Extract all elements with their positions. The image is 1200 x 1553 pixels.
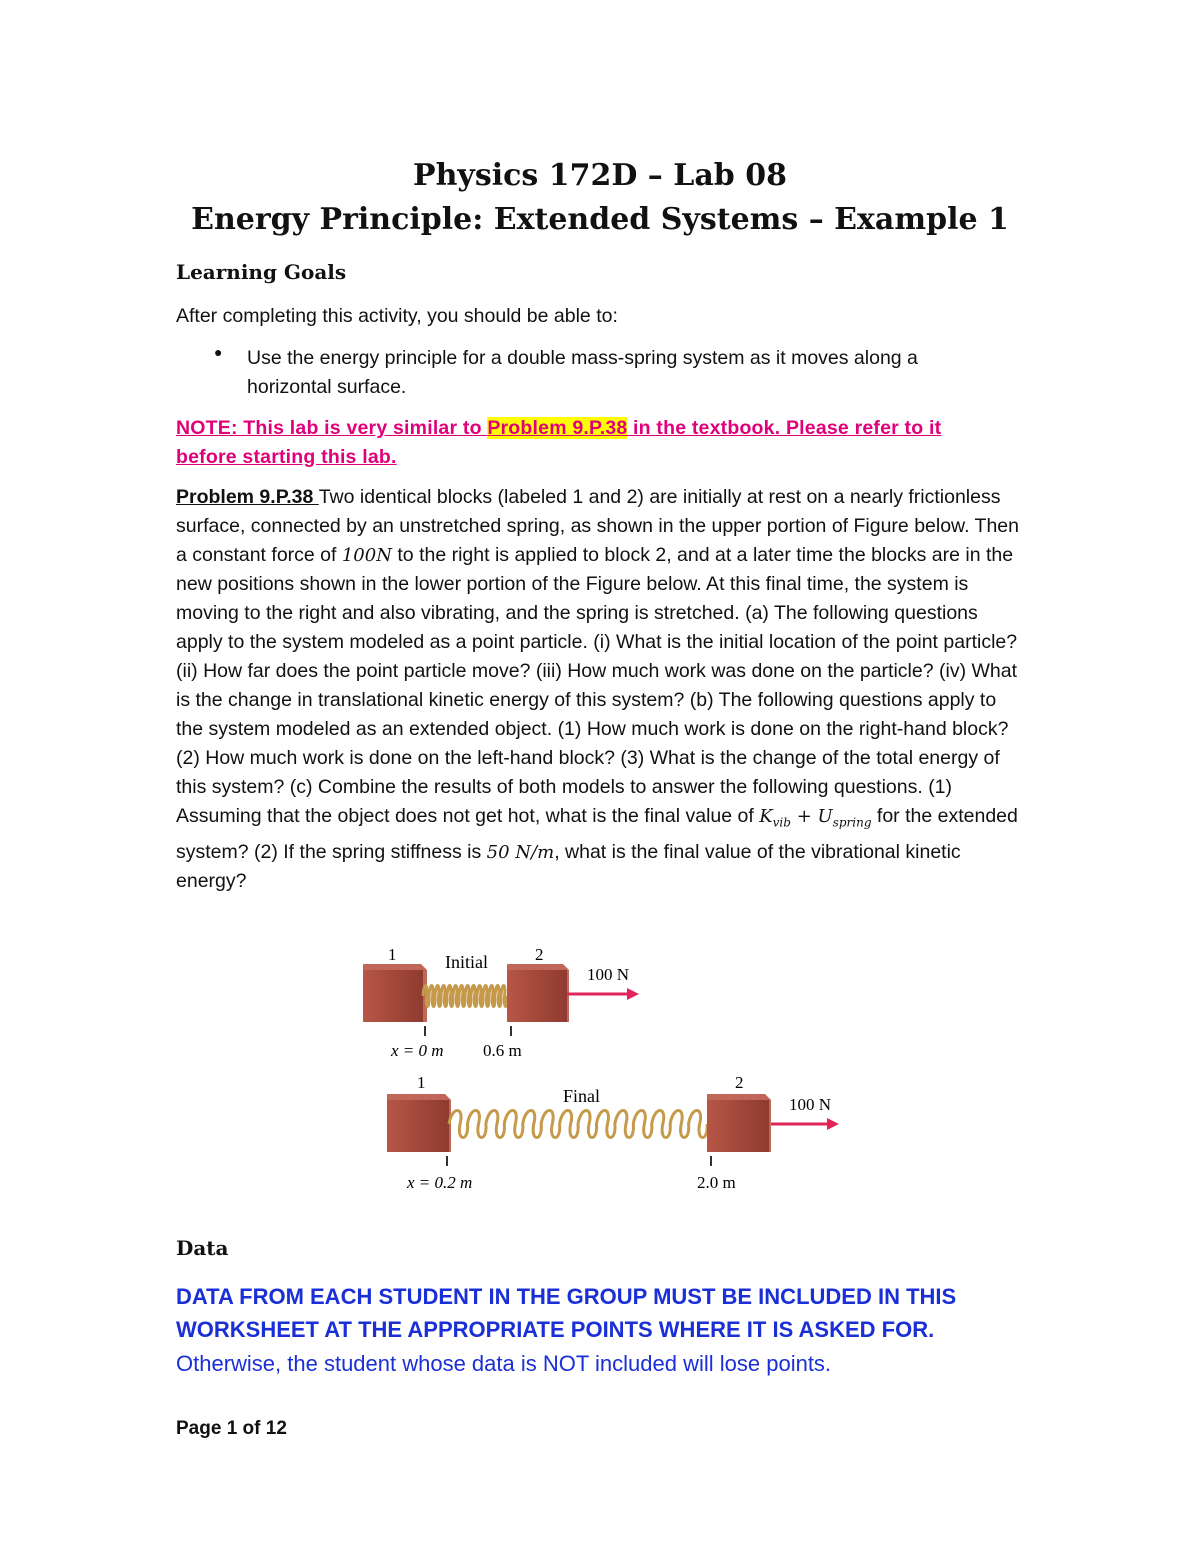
data-warning: DATA FROM EACH STUDENT IN THE GROUP MUST BE INCLUDED IN THIS WORKSHEET AT THE APPROPRIATE POINTS WHERE IT IS ASKED FOR. xyxy=(176,1284,957,1342)
learning-goals-intro: After completing this activity, you should be able to: xyxy=(176,305,618,327)
plus-sign: + xyxy=(790,806,818,827)
note-text: NOTE: This lab is very similar to xyxy=(176,417,488,439)
final-spring xyxy=(449,1111,707,1138)
mass-spring-figure xyxy=(355,938,855,1208)
page-number: Page 1 of 12 xyxy=(176,1418,287,1439)
initial-label: Initial xyxy=(445,952,488,972)
data-heading: Data xyxy=(176,1236,229,1260)
u-subscript: spring xyxy=(832,815,872,830)
problem-text-3: for the extended system? (2) If the spring stiffness is xyxy=(176,805,1018,863)
initial-block2-label: 2 xyxy=(535,945,544,964)
final-x1-label: x = 0.2 m xyxy=(407,1173,473,1192)
page-subtitle: Energy Principle: Extended Systems – Example 1 xyxy=(191,202,1009,237)
learning-goals-heading: Learning Goals xyxy=(176,260,347,284)
initial-spring xyxy=(423,986,507,1007)
data-warning-followup: Otherwise, the student whose data is NOT included will lose points. xyxy=(176,1351,832,1376)
final-x2-label: 2.0 m xyxy=(697,1173,736,1192)
note-paragraph xyxy=(176,414,1006,472)
initial-block1-label: 1 xyxy=(388,945,397,964)
problem-lead: Problem 9.P.38 xyxy=(176,486,319,508)
k-symbol: K xyxy=(759,806,773,827)
final-label: Final xyxy=(563,1086,601,1106)
k-subscript: vib xyxy=(772,815,791,830)
final-block2-label: 2 xyxy=(735,1073,744,1092)
final-block-2 xyxy=(707,1100,769,1152)
initial-block-1 xyxy=(363,970,423,1022)
bullet-icon: ● xyxy=(214,344,223,360)
final-block-1 xyxy=(387,1100,449,1152)
stiffness-math: 50 N/m xyxy=(486,841,555,863)
problem-text-1: Two identical blocks (labeled 1 and 2) are initially at rest on a nearly frictionless surface, connected by an unstretched spring, as shown in the upper portion of Figure below. Then a constant force of xyxy=(176,486,1019,566)
final-block1-label: 1 xyxy=(417,1073,426,1092)
initial-block-2 xyxy=(507,970,567,1022)
initial-x2-label: 0.6 m xyxy=(483,1041,522,1060)
problem-paragraph xyxy=(176,483,1026,896)
u-symbol: U xyxy=(817,806,833,827)
final-force-label: 100 N xyxy=(789,1095,832,1114)
problem-text-2: to the right is applied to block 2, and at a later time the blocks are in the new positions shown in the lower portion of the Figure below. At this final time, the system is moving to the right and also vibrating, and the spring is stretched. (a) The following questions apply to the system modeled as a point particle. (i) What is the initial location of the point particle? (ii) How far does the point particle move? (iii) How much work was done on the particle? (iv) What is the change in translational kinetic energy of this system? (b) The following questions apply to the system modeled as an extended object. (1) How much work is done on the right-hand block? (2) How much work is done on the left-hand block? (3) What is the change of the total energy of this system? (c) Combine the results of both models to answer the following questions. (1) Assuming that the object does not get hot, what is the final value of xyxy=(176,544,1018,827)
k-vib-math xyxy=(759,806,872,830)
initial-force-label: 100 N xyxy=(587,965,630,984)
force-math: 100N xyxy=(341,545,392,566)
page-title: Physics 172D – Lab 08 xyxy=(413,158,787,193)
note-highlight: Problem 9.P.38 xyxy=(487,417,628,439)
learning-goal-item: Use the energy principle for a double mass-spring system as it moves along a horizontal surface. xyxy=(247,347,918,398)
initial-x1-label: x = 0 m xyxy=(391,1041,444,1060)
final-arrowhead-icon xyxy=(827,1118,839,1130)
initial-arrowhead-icon xyxy=(627,988,639,1000)
note-text-rest: in the textbook. Please refer to it before starting this lab. xyxy=(176,417,942,468)
problem-text-4: , what is the final value of the vibrational kinetic energy? xyxy=(176,840,961,892)
